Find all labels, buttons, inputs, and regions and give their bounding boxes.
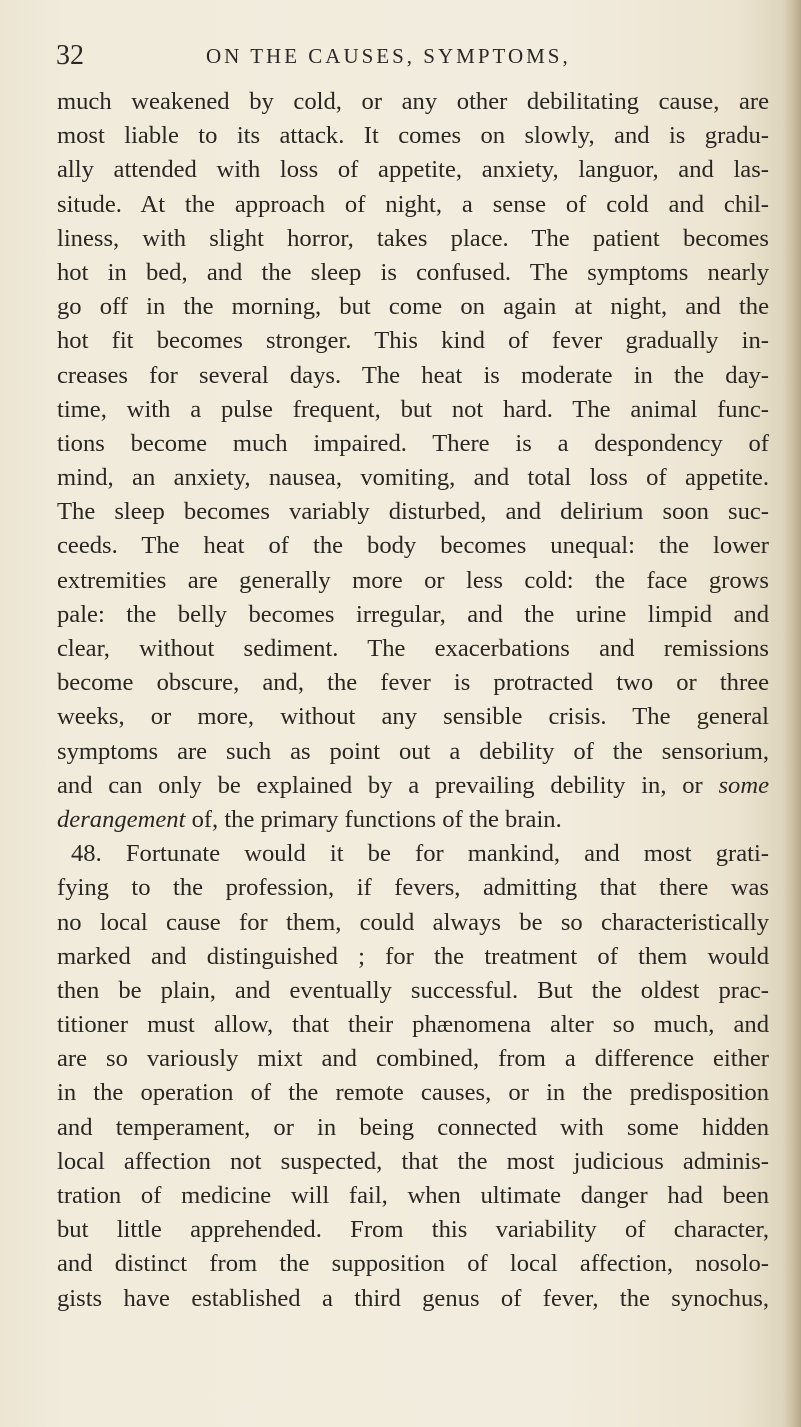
body-text — [57, 85, 769, 1316]
running-head — [56, 40, 756, 80]
text-line: and distinct from the supposition of local affection, nosolo- — [57, 1250, 769, 1278]
text-line: hot fit becomes stronger. This kind of fever gradually in- — [57, 327, 769, 355]
text-line: ally attended with loss of appetite, anxiety, languor, and las- — [57, 156, 769, 184]
paragraph-48-first-line: 48. Fortunate would it be for mankind, and most grati- — [71, 840, 769, 868]
text-line: in the operation of the remote causes, or in the predisposition — [57, 1079, 769, 1107]
text-line: The sleep becomes variably disturbed, and delirium soon suc- — [57, 498, 769, 526]
text-line: extremities are generally more or less cold: the face grows — [57, 566, 769, 594]
text-line: are so variously mixt and combined, from a difference either — [57, 1045, 769, 1073]
text-line: symptoms are such as point out a debility of the sensorium, — [57, 737, 769, 765]
page-edge-shadow — [783, 0, 801, 1427]
text-line: gists have established a third genus of fever, the synochus, — [57, 1284, 769, 1312]
text-line: and temperament, or in being connected with some hidden — [57, 1113, 769, 1141]
text-line-with-italic — [57, 769, 769, 803]
text-line: weeks, or more, without any sensible crisis. The general — [57, 703, 769, 731]
text-line: tration of medicine will fail, when ultimate danger had been — [57, 1182, 769, 1209]
text-segment: and can only be explained by a prevailing debility in, or — [57, 771, 703, 799]
text-line: time, with a pulse frequent, but not hard. The animal func- — [57, 395, 769, 423]
text-line: then be plain, and eventually successful. But the oldest prac- — [57, 976, 769, 1004]
italic-word: derangement — [57, 805, 186, 833]
text-line: mind, an anxiety, nausea, vomiting, and total loss of appetite. — [57, 464, 769, 492]
text-line-with-italic — [57, 803, 769, 837]
text-line: liness, with slight horror, takes place. The patient becomes — [57, 224, 769, 252]
text-line: fying to the profession, if fevers, admitting that there was — [57, 874, 769, 902]
text-line: hot in bed, and the sleep is confused. The symptoms nearly — [57, 258, 769, 286]
text-line: no local cause for them, could always be so characteristically — [57, 908, 769, 936]
text-line: become obscure, and, the fever is protracted two or three — [57, 669, 769, 697]
text-line: creases for several days. The heat is moderate in the day- — [57, 361, 769, 389]
text-line: ceeds. The heat of the body becomes unequal: the lower — [57, 532, 769, 560]
text-line: most liable to its attack. It comes on slowly, and is gradu- — [57, 122, 769, 150]
text-line: but little apprehended. From this variability of character, — [57, 1216, 769, 1244]
text-line: much weakened by cold, or any other debilitating cause, are — [57, 88, 769, 115]
italic-word: some — [718, 771, 770, 799]
text-line: local affection not suspected, that the most judicious adminis- — [57, 1147, 769, 1175]
text-line: go off in the morning, but come on again at night, and the — [57, 293, 769, 321]
text-line: clear, without sediment. The exacerbations and remissions — [57, 635, 769, 662]
running-head-title: ON THE CAUSES, SYMPTOMS, — [206, 44, 571, 68]
text-line: pale: the belly becomes irregular, and the urine limpid and — [57, 600, 769, 628]
text-line: titioner must allow, that their phænomena alter so much, and — [57, 1011, 769, 1039]
text-line: tions become much impaired. There is a despondency of — [57, 429, 769, 457]
text-segment: of, the primary functions of the brain. — [191, 805, 562, 833]
text-line: marked and distinguished ; for the treatment of them would — [57, 942, 769, 970]
page-number: 32 — [56, 40, 84, 71]
text-line: situde. At the approach of night, a sense of cold and chil- — [57, 190, 769, 218]
